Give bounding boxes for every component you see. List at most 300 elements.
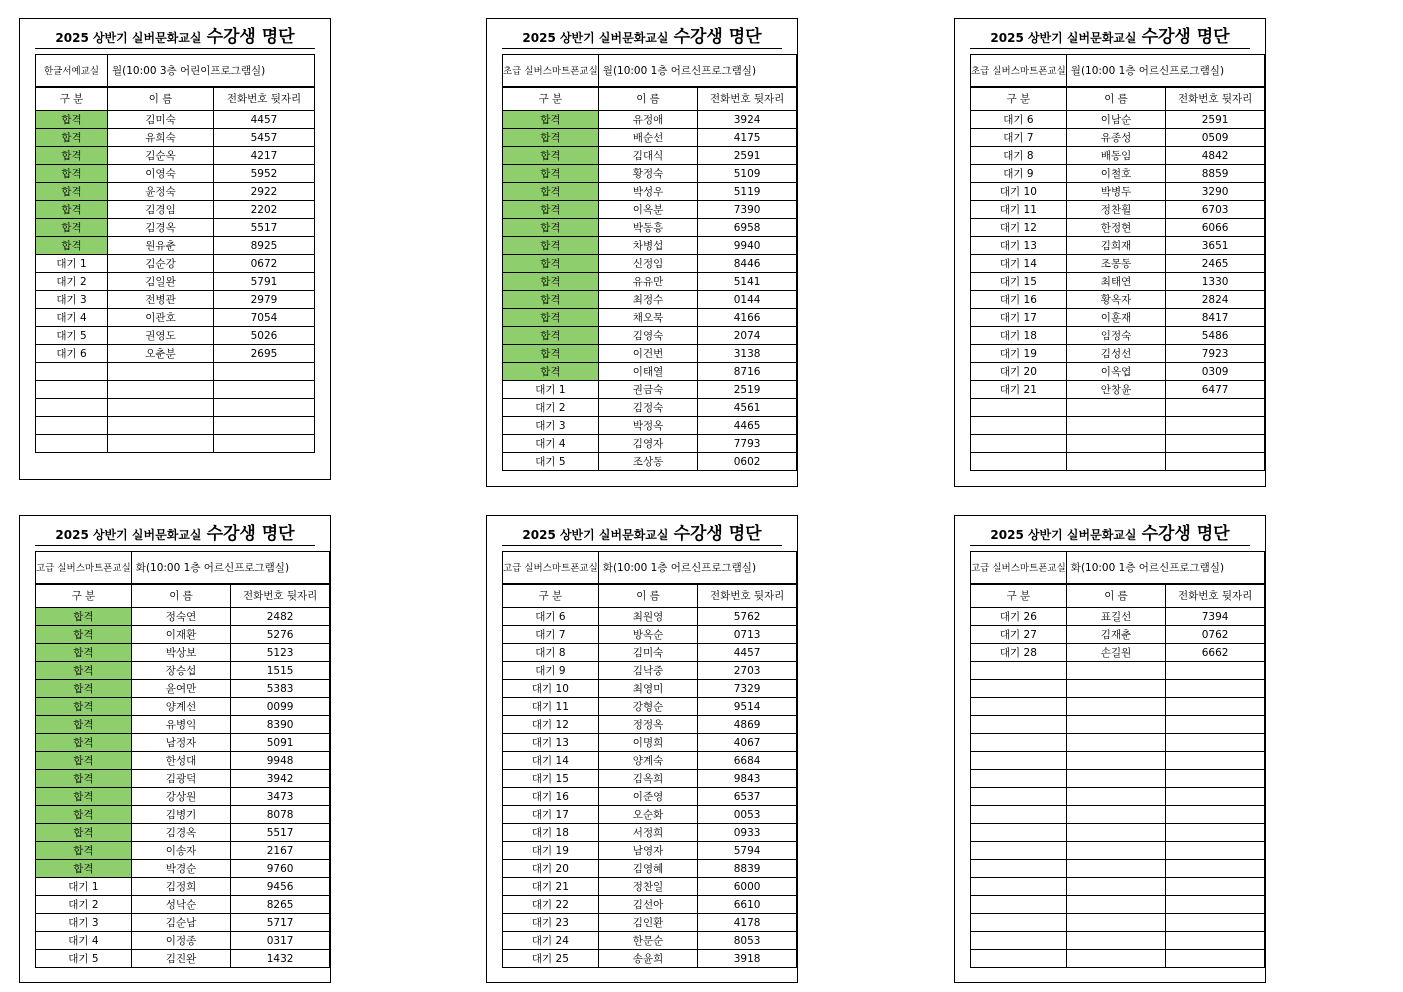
phone-cell: 7394 — [1166, 608, 1265, 626]
status-cell: 대기 23 — [503, 914, 599, 932]
phone-cell: 4465 — [698, 417, 797, 435]
phone-cell: 8053 — [698, 932, 797, 950]
table-row — [971, 237, 1265, 255]
name-cell: 김미숙 — [108, 111, 214, 129]
phone-cell — [1166, 842, 1265, 860]
status-cell: 대기 15 — [503, 770, 599, 788]
phone-cell: 4175 — [698, 129, 797, 147]
phone-cell: 7793 — [698, 435, 797, 453]
phone-cell: 4457 — [698, 644, 797, 662]
class-schedule: 월(10:00 1층 어르신프로그램실) — [598, 55, 796, 87]
name-cell — [1066, 860, 1165, 878]
roster-card — [954, 515, 1266, 983]
name-cell: 이재환 — [131, 626, 230, 644]
name-cell — [108, 417, 214, 435]
header-category: 구 분 — [36, 584, 132, 608]
table-row — [503, 626, 797, 644]
table-row — [503, 291, 797, 309]
title-prefix: 2025 상반기 실버문화교실 — [55, 528, 202, 542]
name-cell: 오춘분 — [108, 345, 214, 363]
status-cell — [971, 824, 1067, 842]
header-row — [971, 584, 1265, 608]
status-cell: 합격 — [36, 806, 132, 824]
phone-cell: 5486 — [1166, 327, 1265, 345]
phone-cell: 8417 — [1166, 309, 1265, 327]
phone-cell: 0099 — [231, 698, 330, 716]
class-info-row — [36, 552, 330, 584]
phone-cell: 6703 — [1166, 201, 1265, 219]
status-cell: 합격 — [36, 770, 132, 788]
table-row — [971, 327, 1265, 345]
status-cell: 합격 — [503, 273, 599, 291]
table-row — [36, 345, 315, 363]
phone-cell — [1166, 752, 1265, 770]
status-cell — [971, 878, 1067, 896]
table-row — [503, 932, 797, 950]
header-category: 구 분 — [36, 87, 108, 111]
phone-cell — [1166, 662, 1265, 680]
status-cell: 합격 — [36, 201, 108, 219]
name-cell: 이옥분 — [598, 201, 697, 219]
status-cell: 합격 — [36, 842, 132, 860]
name-cell: 유종성 — [1066, 129, 1165, 147]
phone-cell — [1166, 914, 1265, 932]
header-name: 이 름 — [598, 584, 697, 608]
table-row — [503, 255, 797, 273]
class-name: 고급 실버스마트폰교실 — [971, 552, 1067, 584]
status-cell: 대기 27 — [971, 626, 1067, 644]
name-cell: 방옥순 — [598, 626, 697, 644]
status-cell: 대기 2 — [503, 399, 599, 417]
header-phone: 전화번호 뒷자리 — [698, 87, 797, 111]
roster-table — [35, 551, 330, 968]
table-row — [36, 363, 315, 381]
name-cell: 정찬휠 — [1066, 201, 1165, 219]
phone-cell: 2979 — [214, 291, 315, 309]
phone-cell: 9948 — [231, 752, 330, 770]
card-title — [35, 522, 315, 546]
name-cell: 이남순 — [1066, 111, 1165, 129]
title-prefix: 2025 상반기 실버문화교실 — [990, 528, 1137, 542]
name-cell: 성낙순 — [131, 896, 230, 914]
name-cell: 이옥엽 — [1066, 363, 1165, 381]
table-row — [36, 327, 315, 345]
status-cell: 대기 17 — [971, 309, 1067, 327]
phone-cell: 0309 — [1166, 363, 1265, 381]
phone-cell: 3138 — [698, 345, 797, 363]
status-cell: 합격 — [503, 363, 599, 381]
status-cell: 합격 — [503, 345, 599, 363]
roster-card — [486, 515, 798, 983]
phone-cell: 4217 — [214, 147, 315, 165]
class-info-row — [503, 552, 797, 584]
phone-cell: 5276 — [231, 626, 330, 644]
status-cell: 합격 — [36, 129, 108, 147]
table-row — [36, 608, 330, 626]
name-cell: 조몽동 — [1066, 255, 1165, 273]
phone-cell — [214, 435, 315, 453]
table-row — [971, 806, 1265, 824]
table-row — [503, 237, 797, 255]
phone-cell: 2202 — [214, 201, 315, 219]
class-schedule: 월(10:00 1층 어르신프로그램실) — [1066, 55, 1264, 87]
table-row — [503, 896, 797, 914]
status-cell: 대기 14 — [503, 752, 599, 770]
table-row — [971, 644, 1265, 662]
table-row — [36, 147, 315, 165]
status-cell: 합격 — [503, 111, 599, 129]
name-cell: 손길원 — [1066, 644, 1165, 662]
status-cell: 합격 — [503, 165, 599, 183]
table-row — [503, 608, 797, 626]
phone-cell: 8390 — [231, 716, 330, 734]
phone-cell — [1166, 770, 1265, 788]
table-row — [503, 770, 797, 788]
table-row — [503, 752, 797, 770]
status-cell: 대기 3 — [503, 417, 599, 435]
phone-cell: 2922 — [214, 183, 315, 201]
status-cell: 합격 — [503, 147, 599, 165]
name-cell: 김옥희 — [598, 770, 697, 788]
name-cell: 박상보 — [131, 644, 230, 662]
phone-cell: 4457 — [214, 111, 315, 129]
name-cell: 차병섭 — [598, 237, 697, 255]
name-cell: 신정임 — [598, 255, 697, 273]
phone-cell: 5109 — [698, 165, 797, 183]
status-cell: 대기 19 — [971, 345, 1067, 363]
table-row — [503, 273, 797, 291]
name-cell: 김영혜 — [598, 860, 697, 878]
phone-cell — [1166, 435, 1265, 453]
status-cell — [971, 842, 1067, 860]
table-row — [971, 183, 1265, 201]
name-cell: 오순화 — [598, 806, 697, 824]
title-prefix: 2025 상반기 실버문화교실 — [990, 31, 1137, 45]
title-prefix: 2025 상반기 실버문화교실 — [522, 528, 669, 542]
header-row — [503, 87, 797, 111]
table-row — [36, 716, 330, 734]
table-row — [36, 111, 315, 129]
phone-cell: 5119 — [698, 183, 797, 201]
phone-cell — [1166, 860, 1265, 878]
status-cell — [971, 716, 1067, 734]
status-cell: 대기 10 — [503, 680, 599, 698]
status-cell — [971, 860, 1067, 878]
name-cell — [108, 381, 214, 399]
table-row — [971, 608, 1265, 626]
phone-cell — [1166, 896, 1265, 914]
phone-cell: 5794 — [698, 842, 797, 860]
status-cell: 합격 — [36, 219, 108, 237]
name-cell: 김순강 — [108, 255, 214, 273]
name-cell: 한문순 — [598, 932, 697, 950]
phone-cell: 2519 — [698, 381, 797, 399]
status-cell: 합격 — [36, 698, 132, 716]
title-prefix: 2025 상반기 실버문화교실 — [522, 31, 669, 45]
roster-card — [19, 515, 331, 983]
roster-card — [954, 18, 1266, 487]
table-row — [503, 734, 797, 752]
class-schedule: 월(10:00 3층 어린이프로그램실) — [108, 55, 315, 87]
status-cell: 합격 — [36, 716, 132, 734]
table-row — [971, 950, 1265, 968]
phone-cell — [214, 399, 315, 417]
table-row — [36, 237, 315, 255]
table-row — [36, 662, 330, 680]
phone-cell: 4166 — [698, 309, 797, 327]
name-cell: 김병기 — [131, 806, 230, 824]
table-row — [503, 129, 797, 147]
name-cell: 이정종 — [131, 932, 230, 950]
phone-cell: 7329 — [698, 680, 797, 698]
phone-cell: 8839 — [698, 860, 797, 878]
table-row — [971, 662, 1265, 680]
name-cell: 윤여만 — [131, 680, 230, 698]
class-info-row — [971, 552, 1265, 584]
name-cell: 이송자 — [131, 842, 230, 860]
class-name: 한글서예교실 — [36, 55, 108, 87]
name-cell: 정숙연 — [131, 608, 230, 626]
table-row — [36, 219, 315, 237]
status-cell — [971, 896, 1067, 914]
status-cell: 대기 19 — [503, 842, 599, 860]
phone-cell: 5091 — [231, 734, 330, 752]
status-cell — [971, 914, 1067, 932]
roster-table — [502, 551, 797, 968]
status-cell: 대기 20 — [971, 363, 1067, 381]
table-row — [36, 896, 330, 914]
name-cell — [1066, 788, 1165, 806]
name-cell: 정찬일 — [598, 878, 697, 896]
table-row — [503, 950, 797, 968]
name-cell: 이훈재 — [1066, 309, 1165, 327]
phone-cell: 9940 — [698, 237, 797, 255]
table-row — [971, 273, 1265, 291]
phone-cell: 0933 — [698, 824, 797, 842]
name-cell: 황정숙 — [598, 165, 697, 183]
phone-cell — [1166, 878, 1265, 896]
name-cell: 강상원 — [131, 788, 230, 806]
status-cell: 합격 — [503, 183, 599, 201]
phone-cell: 0602 — [698, 453, 797, 471]
status-cell: 합격 — [36, 860, 132, 878]
phone-cell: 1330 — [1166, 273, 1265, 291]
table-row — [971, 716, 1265, 734]
class-name: 초급 실버스마트폰교실 — [971, 55, 1067, 87]
phone-cell — [214, 417, 315, 435]
phone-cell: 3918 — [698, 950, 797, 968]
name-cell: 최태연 — [1066, 273, 1165, 291]
name-cell: 황옥자 — [1066, 291, 1165, 309]
name-cell: 김경옥 — [108, 219, 214, 237]
table-row — [971, 417, 1265, 435]
status-cell: 대기 8 — [503, 644, 599, 662]
name-cell: 김경임 — [108, 201, 214, 219]
roster-table — [502, 54, 797, 471]
name-cell: 김일완 — [108, 273, 214, 291]
table-row — [971, 345, 1265, 363]
phone-cell: 5141 — [698, 273, 797, 291]
status-cell: 합격 — [36, 752, 132, 770]
phone-cell: 3651 — [1166, 237, 1265, 255]
name-cell — [1066, 914, 1165, 932]
name-cell: 배동임 — [1066, 147, 1165, 165]
table-row — [36, 770, 330, 788]
status-cell: 합격 — [36, 111, 108, 129]
class-schedule: 화(10:00 1층 어르신프로그램실) — [598, 552, 796, 584]
name-cell — [108, 363, 214, 381]
table-row — [503, 111, 797, 129]
name-cell: 윤정숙 — [108, 183, 214, 201]
name-cell: 원유춘 — [108, 237, 214, 255]
name-cell: 전병관 — [108, 291, 214, 309]
table-row — [971, 111, 1265, 129]
card-title — [502, 25, 782, 49]
table-row — [971, 309, 1265, 327]
status-cell: 대기 9 — [503, 662, 599, 680]
table-row — [971, 399, 1265, 417]
phone-cell — [1166, 734, 1265, 752]
status-cell: 합격 — [36, 165, 108, 183]
status-cell: 대기 2 — [36, 896, 132, 914]
class-schedule: 화(10:00 1층 어르신프로그램실) — [131, 552, 329, 584]
phone-cell — [1166, 716, 1265, 734]
table-row — [36, 698, 330, 716]
name-cell — [1066, 806, 1165, 824]
status-cell: 합격 — [503, 219, 599, 237]
status-cell: 대기 12 — [971, 219, 1067, 237]
table-row — [971, 381, 1265, 399]
status-cell: 합격 — [36, 147, 108, 165]
status-cell: 대기 1 — [36, 255, 108, 273]
name-cell: 한정현 — [1066, 219, 1165, 237]
name-cell: 김선아 — [598, 896, 697, 914]
status-cell: 대기 17 — [503, 806, 599, 824]
status-cell: 대기 21 — [503, 878, 599, 896]
phone-cell — [1166, 806, 1265, 824]
phone-cell: 5026 — [214, 327, 315, 345]
phone-cell: 5457 — [214, 129, 315, 147]
status-cell: 대기 13 — [503, 734, 599, 752]
status-cell: 대기 4 — [36, 309, 108, 327]
table-row — [36, 273, 315, 291]
name-cell: 김순남 — [131, 914, 230, 932]
table-row — [503, 309, 797, 327]
class-info-row — [971, 55, 1265, 87]
name-cell: 서정희 — [598, 824, 697, 842]
status-cell: 대기 4 — [36, 932, 132, 950]
name-cell: 유희숙 — [108, 129, 214, 147]
status-cell — [971, 435, 1067, 453]
name-cell — [1066, 453, 1165, 471]
table-row — [36, 950, 330, 968]
phone-cell: 6477 — [1166, 381, 1265, 399]
status-cell — [971, 950, 1067, 968]
name-cell — [108, 435, 214, 453]
table-row — [503, 716, 797, 734]
status-cell: 대기 18 — [971, 327, 1067, 345]
table-row — [971, 896, 1265, 914]
phone-cell: 3290 — [1166, 183, 1265, 201]
name-cell: 유유만 — [598, 273, 697, 291]
status-cell: 대기 22 — [503, 896, 599, 914]
name-cell: 김정희 — [131, 878, 230, 896]
title-main: 수강생 명단 — [1141, 27, 1230, 47]
phone-cell: 0672 — [214, 255, 315, 273]
phone-cell: 0053 — [698, 806, 797, 824]
phone-cell — [1166, 453, 1265, 471]
phone-cell: 2591 — [698, 147, 797, 165]
phone-cell — [1166, 932, 1265, 950]
name-cell: 이준영 — [598, 788, 697, 806]
table-row — [36, 806, 330, 824]
phone-cell: 5952 — [214, 165, 315, 183]
table-row — [971, 435, 1265, 453]
name-cell: 이태열 — [598, 363, 697, 381]
phone-cell: 0713 — [698, 626, 797, 644]
table-row — [36, 734, 330, 752]
table-row — [36, 183, 315, 201]
status-cell — [36, 417, 108, 435]
phone-cell: 1432 — [231, 950, 330, 968]
status-cell: 대기 15 — [971, 273, 1067, 291]
table-row — [971, 453, 1265, 471]
phone-cell: 4869 — [698, 716, 797, 734]
table-row — [503, 698, 797, 716]
status-cell — [36, 435, 108, 453]
phone-cell — [214, 363, 315, 381]
name-cell: 남정자 — [131, 734, 230, 752]
table-row — [503, 914, 797, 932]
status-cell: 합격 — [503, 327, 599, 345]
table-row — [971, 165, 1265, 183]
phone-cell — [1166, 399, 1265, 417]
roster-table — [970, 551, 1265, 968]
phone-cell: 8446 — [698, 255, 797, 273]
table-row — [36, 255, 315, 273]
table-row — [503, 680, 797, 698]
name-cell: 강형순 — [598, 698, 697, 716]
status-cell: 합격 — [36, 237, 108, 255]
header-category: 구 분 — [503, 584, 599, 608]
name-cell — [108, 399, 214, 417]
table-row — [36, 788, 330, 806]
phone-cell: 2482 — [231, 608, 330, 626]
name-cell: 배순선 — [598, 129, 697, 147]
table-row — [36, 435, 315, 453]
phone-cell: 9760 — [231, 860, 330, 878]
status-cell — [971, 417, 1067, 435]
status-cell: 합격 — [36, 680, 132, 698]
header-name: 이 름 — [1066, 87, 1165, 111]
name-cell — [1066, 417, 1165, 435]
phone-cell: 7923 — [1166, 345, 1265, 363]
name-cell: 김인환 — [598, 914, 697, 932]
header-phone: 전화번호 뒷자리 — [214, 87, 315, 111]
status-cell: 대기 24 — [503, 932, 599, 950]
name-cell — [1066, 932, 1165, 950]
status-cell: 대기 9 — [971, 165, 1067, 183]
name-cell: 김낙중 — [598, 662, 697, 680]
class-schedule: 화(10:00 1층 어르신프로그램실) — [1066, 552, 1264, 584]
name-cell: 송윤희 — [598, 950, 697, 968]
phone-cell: 9843 — [698, 770, 797, 788]
phone-cell: 0509 — [1166, 129, 1265, 147]
table-row — [36, 165, 315, 183]
status-cell: 대기 7 — [503, 626, 599, 644]
table-row — [503, 860, 797, 878]
name-cell: 김영자 — [598, 435, 697, 453]
